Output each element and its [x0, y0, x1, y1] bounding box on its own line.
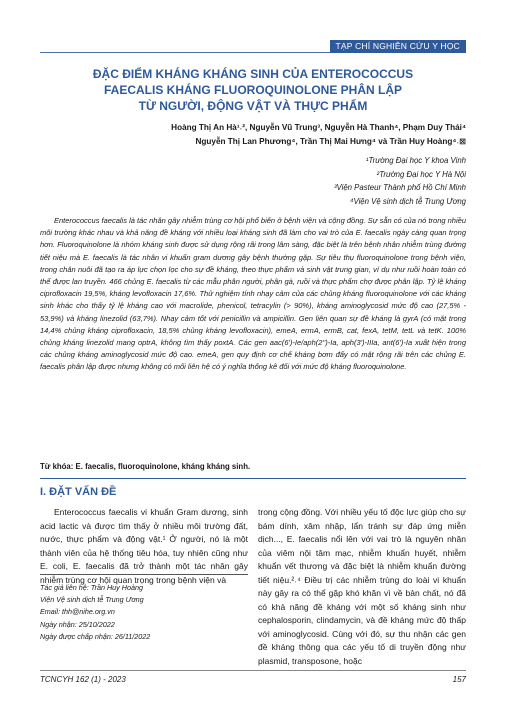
footnote-accepted: Ngày được chấp nhận: 26/11/2022 [40, 631, 151, 641]
authors-line-2: Nguyễn Thị Lan Phương⁴, Trần Thị Mai Hưng⁴ và Trần Huy Hoàng⁴˒⊠ [195, 136, 466, 146]
footnote-email: Email: thh@nihe.org.vn [40, 607, 115, 617]
journal-tag: TẠP CHÍ NGHIÊN CỨU Y HỌC [330, 40, 466, 53]
affiliation-4: ⁴Viện Vệ sinh dịch tễ Trung Ương [350, 196, 466, 206]
section-heading: I. ĐẶT VẤN ĐỀ [40, 486, 117, 498]
correspondence-footnote [40, 582, 248, 643]
footer-issue: TCNCYH 162 (1) - 2023 [40, 675, 126, 684]
title-line-3: TỪ NGƯỜI, ĐỘNG VẬT VÀ THỰC PHẨM [138, 99, 368, 113]
keywords: Từ khóa: E. faecalis, fluoroquinolone, kháng kháng sinh. [40, 462, 251, 471]
body-paragraph-left: Enterococcus faecalis vi khuẩn Gram dương, sinh acid lactic và được tìm thấy ở nhiều môi trường đất, nước, thực phẩm và động vật.¹ Ở người, nó là một thành viên của hệ thống tiêu hóa, tuy nhiên cũng như E. coli, E. faecalis đã trở thành một tác nhân gây nhiễm trùng cơ hội quan trọng trong bệnh viện và [40, 507, 248, 585]
section-rule [40, 478, 466, 479]
body-column-left [40, 506, 248, 587]
affiliation-3: ³Viện Pasteur Thành phố Hồ Chí Minh [333, 183, 466, 192]
article-title [40, 66, 466, 114]
abstract: Enterococcus faecalis là tác nhân gây nhiễm trùng cơ hội phổ biến ở bệnh viện và cộng đồng. Sự sẵn có của nó trong nhiều môi trường khác nhau và khả năng đề kháng với nhiều loại kháng sinh đã làm cho vai trò của E. faecalis ngày càng quan trọng hơn. Fluoroquinolone là nhóm kháng sinh được sử dụng rộng rãi trong lâm sàng, đặc biệt là trên bệnh nhân nhiễm trùng đường tiết niệu mà E. faecalis là tác nhân vi khuẩn gram dương gây bệnh thường gặp. Sự tiêu thụ fluoroquinolone trong bệnh viện, trong chăn nuôi đã tạo ra áp lực chọn lọc cho sự đề kháng, theo thực phẩm và sinh vật trung gian, ví dụ như ruồi hoàn toàn có thể được lan truyền. 466 chủng E. faecalis từ các mẫu phân người, phân gà, ruồi và thực phẩm chợ được phân lập. Tỷ lệ kháng ciprofloxacin 19,5%, kháng levofloxacin 17,6%. Thử nghiệm tính nhạy cảm của các chủng kháng fluoroquinolone với các kháng sinh khác cho thấy tỷ lệ kháng cao với macrolide, phenicol, tetracylin (> 90%), kháng aminoglycosid mức độ cao (27,5% - 53,9%) và kháng linezolid (63,7%). Nhạy cảm tốt với penicillin và ampicillin. Gen liên quan sự đề kháng là gyrA (có mặt trong 14,4% chủng kháng ciprofloxacin, 18,5% chủng kháng levofloxacin), emeA, ermA, ermB, cat, fexA, tetM, tetL và tetK. 100% chủng kháng linezolid mang optrA, không tìm thấy poxtA. Các gen aac(6')-Ie/aph(2'')-Ia, aph(3')-IIIa, ant(6')-Ia xuất hiện trong các chủng kháng aminoglycosid mức độ cao. emeA, gen quy định cơ chế kháng bơm đẩy có mặt rộng rãi trên các chủng E. faecalis phân lập được nhưng không có mối liên hệ có ý nghĩa thống kê đối với mức độ kháng fluoroquinolone. [40, 216, 466, 372]
title-line-1: ĐẶC ĐIỂM KHÁNG KHÁNG SINH CỦA ENTEROCOCCUS [92, 67, 414, 81]
page-number: 157 [452, 675, 466, 684]
footnote-received: Ngày nhận: 25/10/2022 [40, 619, 115, 629]
footnote-author: Tác giả liên hệ: Trần Huy Hoàng [40, 583, 143, 592]
affiliation-1: ¹Trường Đại học Y khoa Vinh [365, 156, 466, 165]
affiliation-2: ²Trường Đại học Y Hà Nội [376, 169, 466, 179]
footnote-institution: Viện Vệ sinh dịch tễ Trung Ương [40, 595, 144, 605]
authors-line-1: Hoàng Thị An Hà¹˒², Nguyễn Vũ Trung³, Nguyễn Hà Thanh⁴, Phạm Duy Thái⁴ [171, 123, 466, 132]
title-line-2: FAECALIS KHÁNG FLUOROQUINOLONE PHÂN LẬP [103, 83, 402, 97]
footnote-rule [40, 574, 248, 575]
author-list [40, 121, 466, 148]
body-column-right [258, 506, 466, 668]
footer-rule [40, 670, 466, 671]
affiliations [40, 154, 466, 208]
body-paragraph-right: trong cộng đồng. Với nhiều yếu tố độc lực giúp cho sự bám dính, xâm nhập, lẩn tránh sự đáp ứng miễn dịch..., E. faecalis nổi lên với vai trò là nguyên nhân của viêm nội tâm mạc, nhiễm khuẩn huyết, nhiễm khuẩn vết thương và đặc biệt là nhiễm khuẩn đường tiết niệu.²˒⁴ Điều trị các nhiễm trùng do loài vi khuẩn này gây ra có thể gặp khó khăn vì về bản chất, nó đã có khả năng đề kháng với một số kháng sinh như cephalosporin, clindamycin, và đề kháng mức độ thấp với aminoglycosid. Cùng với đó, sự thu nhận các gen đề kháng thông qua các yếu tố di truyền động như plasmid, transposone, hoặc [258, 507, 466, 666]
